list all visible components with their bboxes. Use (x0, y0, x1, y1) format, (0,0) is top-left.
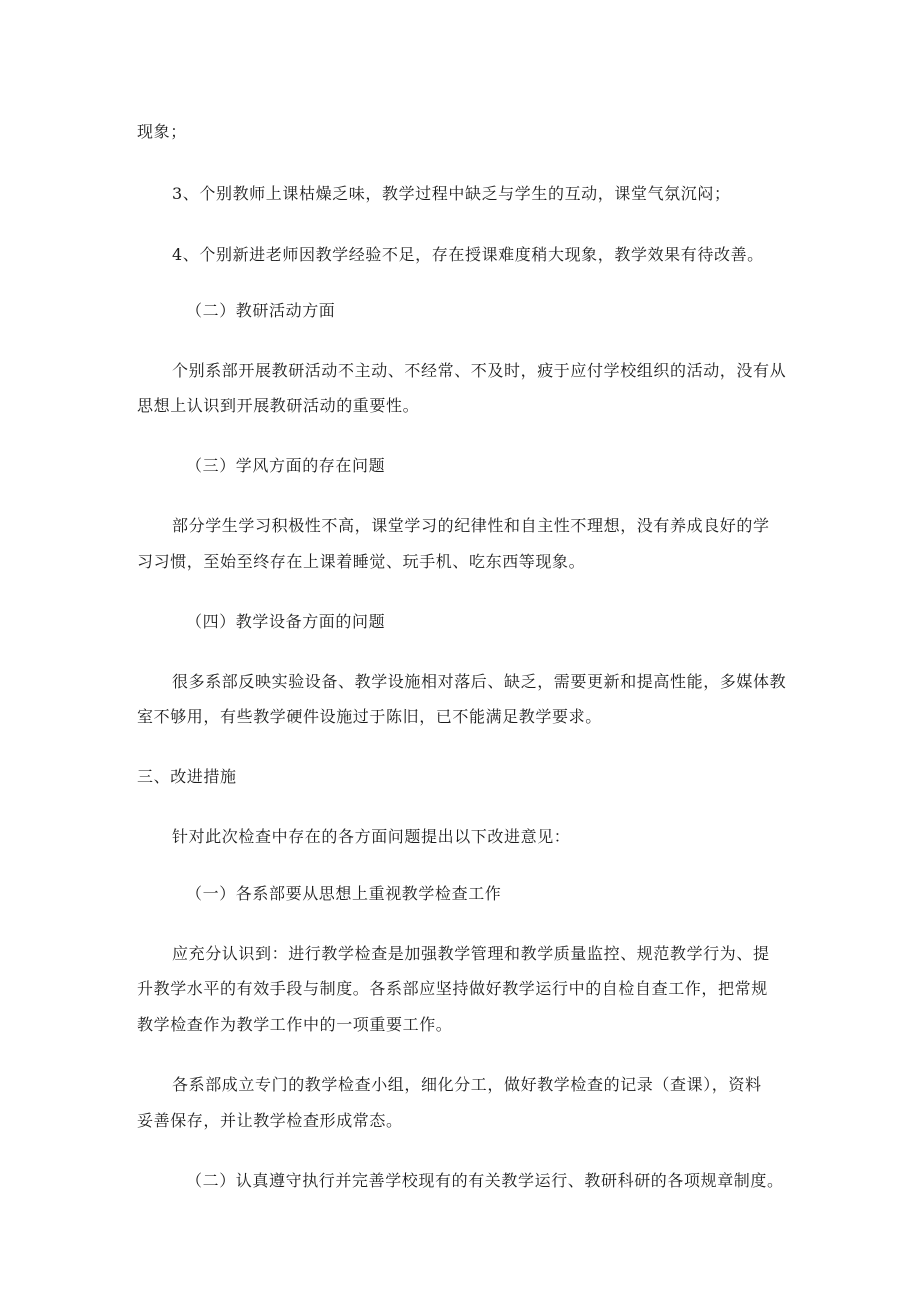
paragraph-line: 个别系部开展教研活动不主动、不经常、不及时，疲于应付学校组织的活动，没有从 (172, 361, 787, 380)
continued-text: 现象； (137, 122, 187, 141)
paragraph-line: 很多系部反映实验设备、教学设施相对落后、缺乏，需要更新和提高性能，多媒体教 (172, 672, 787, 691)
paragraph-line: 室不够用，有些教学硬件设施过于陈旧，已不能满足教学要求。 (137, 707, 602, 726)
list-item-3: 3、个别教师上课枯燥乏味，教学过程中缺乏与学生的互动，课堂气氛沉闷； (172, 184, 731, 203)
paragraph-line: 应充分认识到：进行教学检查是加强教学管理和教学质量监控、规范教学行为、提 (172, 944, 770, 963)
list-item-4: 4、个别新进老师因教学经验不足，存在授课难度稍大现象，教学效果有待改善。 (172, 245, 764, 264)
paragraph-line: 思想上认识到开展教研活动的重要性。 (137, 396, 420, 415)
section-heading-equipment: （四）教学设备方面的问题 (186, 612, 386, 631)
measure-one-heading: （一）各系部要从思想上重视教学检查工作 (186, 884, 502, 903)
paragraph-line: 部分学生学习积极性不高，课堂学习的纪律性和自主性不理想，没有养成良好的学 (172, 516, 770, 535)
paragraph-line: 妥善保存，并让教学检查形成常态。 (137, 1111, 403, 1130)
paragraph-line: 各系部成立专门的教学检查小组，细化分工，做好教学检查的记录（查课），资料 (172, 1075, 762, 1094)
paragraph-line: 习习惯，至始至终存在上课着睡觉、玩手机、吃东西等现象。 (137, 552, 586, 571)
part-three-intro: 针对此次检查中存在的各方面问题提出以下改进意见： (172, 827, 571, 846)
paragraph-line: 升教学水平的有效手段与制度。各系部应坚持做好教学运行中的自检自查工作，把常规 (137, 979, 768, 998)
measure-two-heading: （二）认真遵守执行并完善学校现有的有关教学运行、教研科研的各项规章制度。 (186, 1171, 784, 1190)
part-three-heading: 三、改进措施 (137, 767, 237, 786)
section-heading-teaching-research: （二）教研活动方面 (186, 301, 336, 320)
section-heading-study-style: （三）学风方面的存在问题 (186, 456, 386, 475)
paragraph-line: 教学检查作为教学工作中的一项重要工作。 (137, 1015, 453, 1034)
